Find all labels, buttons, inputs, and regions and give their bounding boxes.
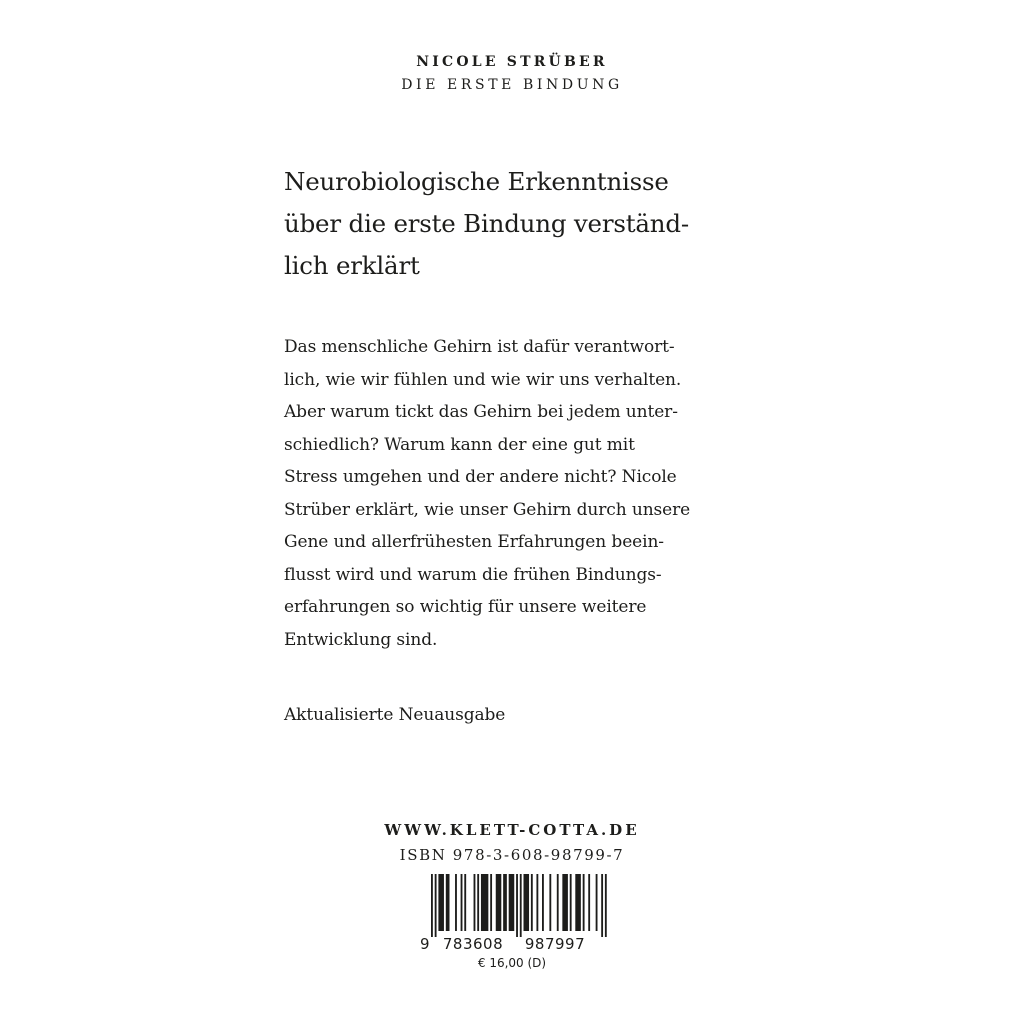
barcode-bar (477, 874, 479, 931)
barcode-guard-bar (601, 874, 603, 937)
barcode-bar (481, 874, 488, 931)
price: € 16,00 (D) (477, 956, 547, 970)
barcode-bar (542, 874, 544, 931)
barcode-bar (503, 874, 507, 931)
barcode-graphic (416, 872, 612, 952)
blurb-line: erfahrungen so wichtig für unsere weitere (284, 597, 647, 617)
barcode-guard-bar (516, 874, 518, 937)
headline-line: über die erste Bindung verständ- (284, 209, 689, 238)
barcode-bar (496, 874, 502, 931)
blurb-line: Das menschliche Gehirn ist dafür verantwort- (284, 337, 675, 357)
blurb-line: schiedlich? Warum kann der eine gut mit (284, 434, 635, 455)
barcode-bar (575, 874, 581, 931)
barcode-bar (455, 874, 457, 931)
barcode-guard-bar (520, 874, 522, 937)
headline (284, 161, 754, 287)
headline-line: lich erklärt (284, 251, 420, 280)
publisher-website: WWW.KLETT-COTTA.DE (384, 821, 640, 839)
barcode-bar (549, 874, 551, 931)
blurb-line: flusst wird und warum die frühen Bindungs- (284, 564, 662, 585)
barcode-bar (438, 874, 444, 931)
barcode-digits-left: 783608 (442, 935, 504, 952)
barcode-digit-first: 9 (420, 935, 430, 952)
barcode-guard-bar (605, 874, 607, 937)
barcode-bar (570, 874, 572, 931)
barcode-bar (557, 874, 559, 931)
isbn-number: ISBN 978-3-608-98799-7 (399, 846, 625, 864)
blurb-line: lich, wie wir fühlen und wie wir uns verhalten. (284, 369, 682, 390)
barcode (416, 872, 612, 952)
barcode-bar (531, 874, 533, 931)
barcode-bar (562, 874, 568, 931)
barcode-bar (490, 874, 492, 931)
book-title: DIE ERSTE BINDUNG (401, 77, 623, 93)
author-name: NICOLE STRÜBER (416, 54, 608, 70)
barcode-bar (464, 874, 466, 931)
barcode-bar (509, 874, 515, 931)
blurb-line: Stress umgehen und der andere nicht? Nicole (284, 467, 677, 487)
barcode-bar (536, 874, 538, 931)
barcode-bar (446, 874, 450, 931)
blurb-line: Entwicklung sind. (284, 629, 438, 650)
headline-line: Neurobiologische Erkenntnisse (284, 167, 669, 196)
barcode-bar (474, 874, 476, 931)
barcode-bars (431, 874, 607, 937)
blurb-text (284, 331, 764, 656)
blurb-line: Strüber erklärt, wie unser Gehirn durch unsere (284, 499, 691, 520)
barcode-bar (583, 874, 585, 931)
barcode-bar (588, 874, 590, 931)
barcode-guard-bar (435, 874, 437, 937)
barcode-digits-right: 987997 (524, 935, 586, 952)
barcode-bar (596, 874, 598, 931)
barcode-bar (461, 874, 463, 931)
blurb-line: Aber warum tickt das Gehirn bei jedem unter- (284, 402, 678, 422)
edition-note: Aktualisierte Neuausgabe (284, 705, 506, 725)
barcode-guard-bar (431, 874, 433, 937)
blurb-line: Gene und allerfrühesten Erfahrungen beein- (284, 532, 664, 552)
barcode-bar (524, 874, 530, 931)
